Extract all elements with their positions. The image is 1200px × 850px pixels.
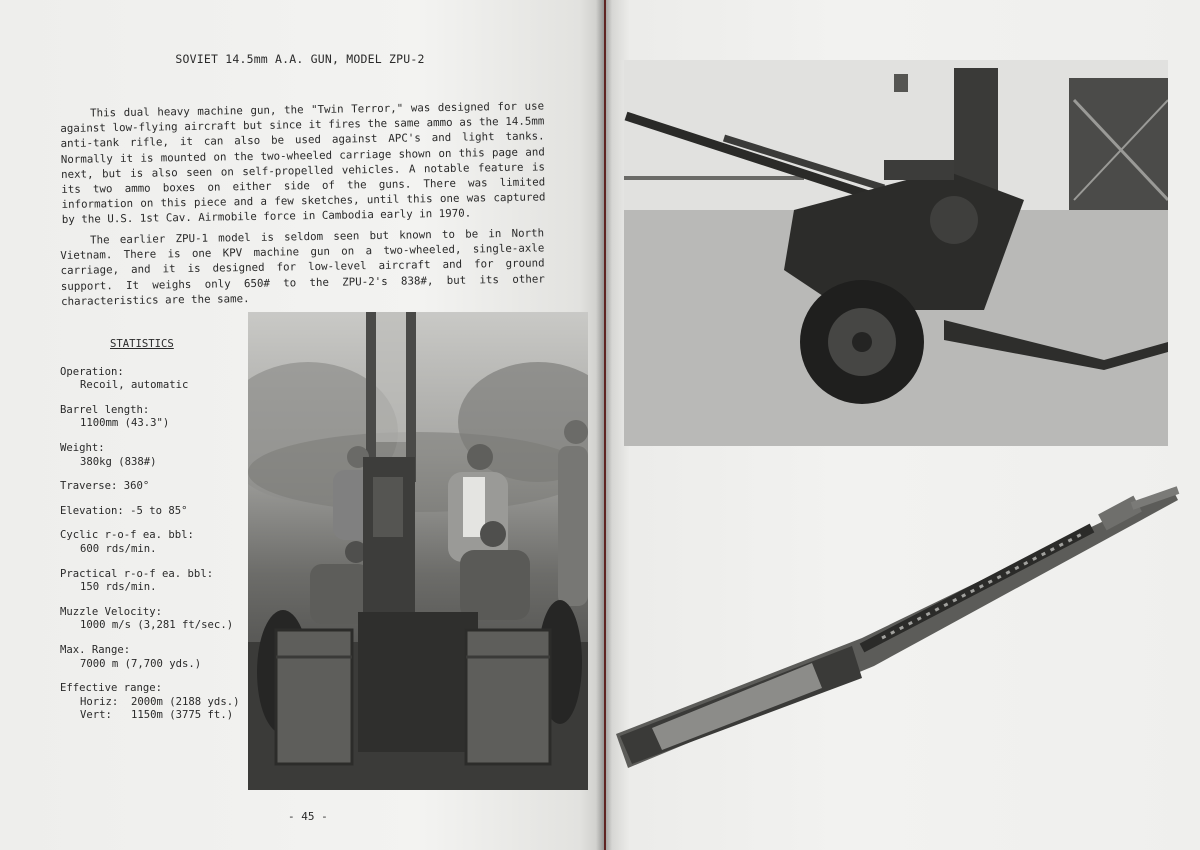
stat-elevation xyxy=(60,505,250,519)
stat-value-vert: Vert: 1150m (3775 ft.) xyxy=(80,709,234,722)
stat-value: Recoil, automatic xyxy=(80,379,189,392)
stat-value-horiz: Horiz: 2000m (2188 yds.) xyxy=(80,695,240,708)
crew-with-gun-photo xyxy=(248,312,588,790)
stat-label: Operation: xyxy=(60,365,124,378)
zpu1-paragraph: The earlier ZPU-1 model is seldom seen but known to be in North Vietnam. There is one KPV machine gun on a two-wheeled, single-axle carriage, and it is designed for low-level aircraft and for ground support. It weighs only 650# to the ZPU-2's 838#, but its other characteristics are the same. xyxy=(60,226,545,308)
gun-on-carriage-photo xyxy=(624,60,1168,446)
stat-label: Effective range: xyxy=(60,682,163,695)
stat-barrel-length xyxy=(60,404,250,431)
stat-label: Max. Range: xyxy=(60,643,131,656)
stat-label: Weight: xyxy=(60,441,105,454)
stat-label: Barrel length: xyxy=(60,403,150,416)
stat-practical-rof xyxy=(60,568,250,595)
stat-weight xyxy=(60,442,250,469)
stat-cyclic-rof xyxy=(60,529,250,556)
stat-max-range xyxy=(60,644,250,671)
stat-muzzle-velocity xyxy=(60,606,250,633)
statistics-block xyxy=(60,338,250,734)
stat-label: Practical r-o-f ea. bbl: xyxy=(60,567,214,580)
stat-value: 150 rds/min. xyxy=(80,581,157,594)
stat-value: 380kg (838#) xyxy=(80,455,157,468)
stat-label: Elevation: -5 to 85° xyxy=(60,504,188,517)
stat-value: 1100mm (43.3") xyxy=(80,417,170,430)
book-gutter xyxy=(596,0,612,850)
stat-label: Traverse: 360° xyxy=(60,480,150,493)
stat-value: 7000 m (7,700 yds.) xyxy=(80,657,202,670)
stat-label: Cyclic r-o-f ea. bbl: xyxy=(60,529,194,542)
gun-barrel-photo xyxy=(612,478,1184,778)
stat-traverse xyxy=(60,480,250,494)
intro-paragraph: This dual heavy machine gun, the "Twin Terror," was designed for use against low-flying aircraft but since it fires the same ammo as the 14.5mm anti-tank rifle, it can also be used against APC's and light tanks. Normally it is mounted on the two-wheeled carriage shown on this page and next, but is also seen on self-propelled vehicles. A notable feature is its two ammo boxes on either side of the guns. There was limited information on this piece and a few sketches, until this one was captured by the U.S. 1st Cav. Airmobile force in Cambodia early in 1970. xyxy=(60,99,546,227)
page-title: SOVIET 14.5mm A.A. GUN, MODEL ZPU-2 xyxy=(175,52,425,66)
page-number: - 45 - xyxy=(288,810,328,823)
stat-value: 600 rds/min. xyxy=(80,542,157,555)
statistics-heading: STATISTICS xyxy=(110,338,174,350)
stat-operation xyxy=(60,366,250,393)
stat-value: 1000 m/s (3,281 ft/sec.) xyxy=(80,619,234,632)
stat-effective-range xyxy=(60,682,250,723)
stat-label: Muzzle Velocity: xyxy=(60,605,163,618)
